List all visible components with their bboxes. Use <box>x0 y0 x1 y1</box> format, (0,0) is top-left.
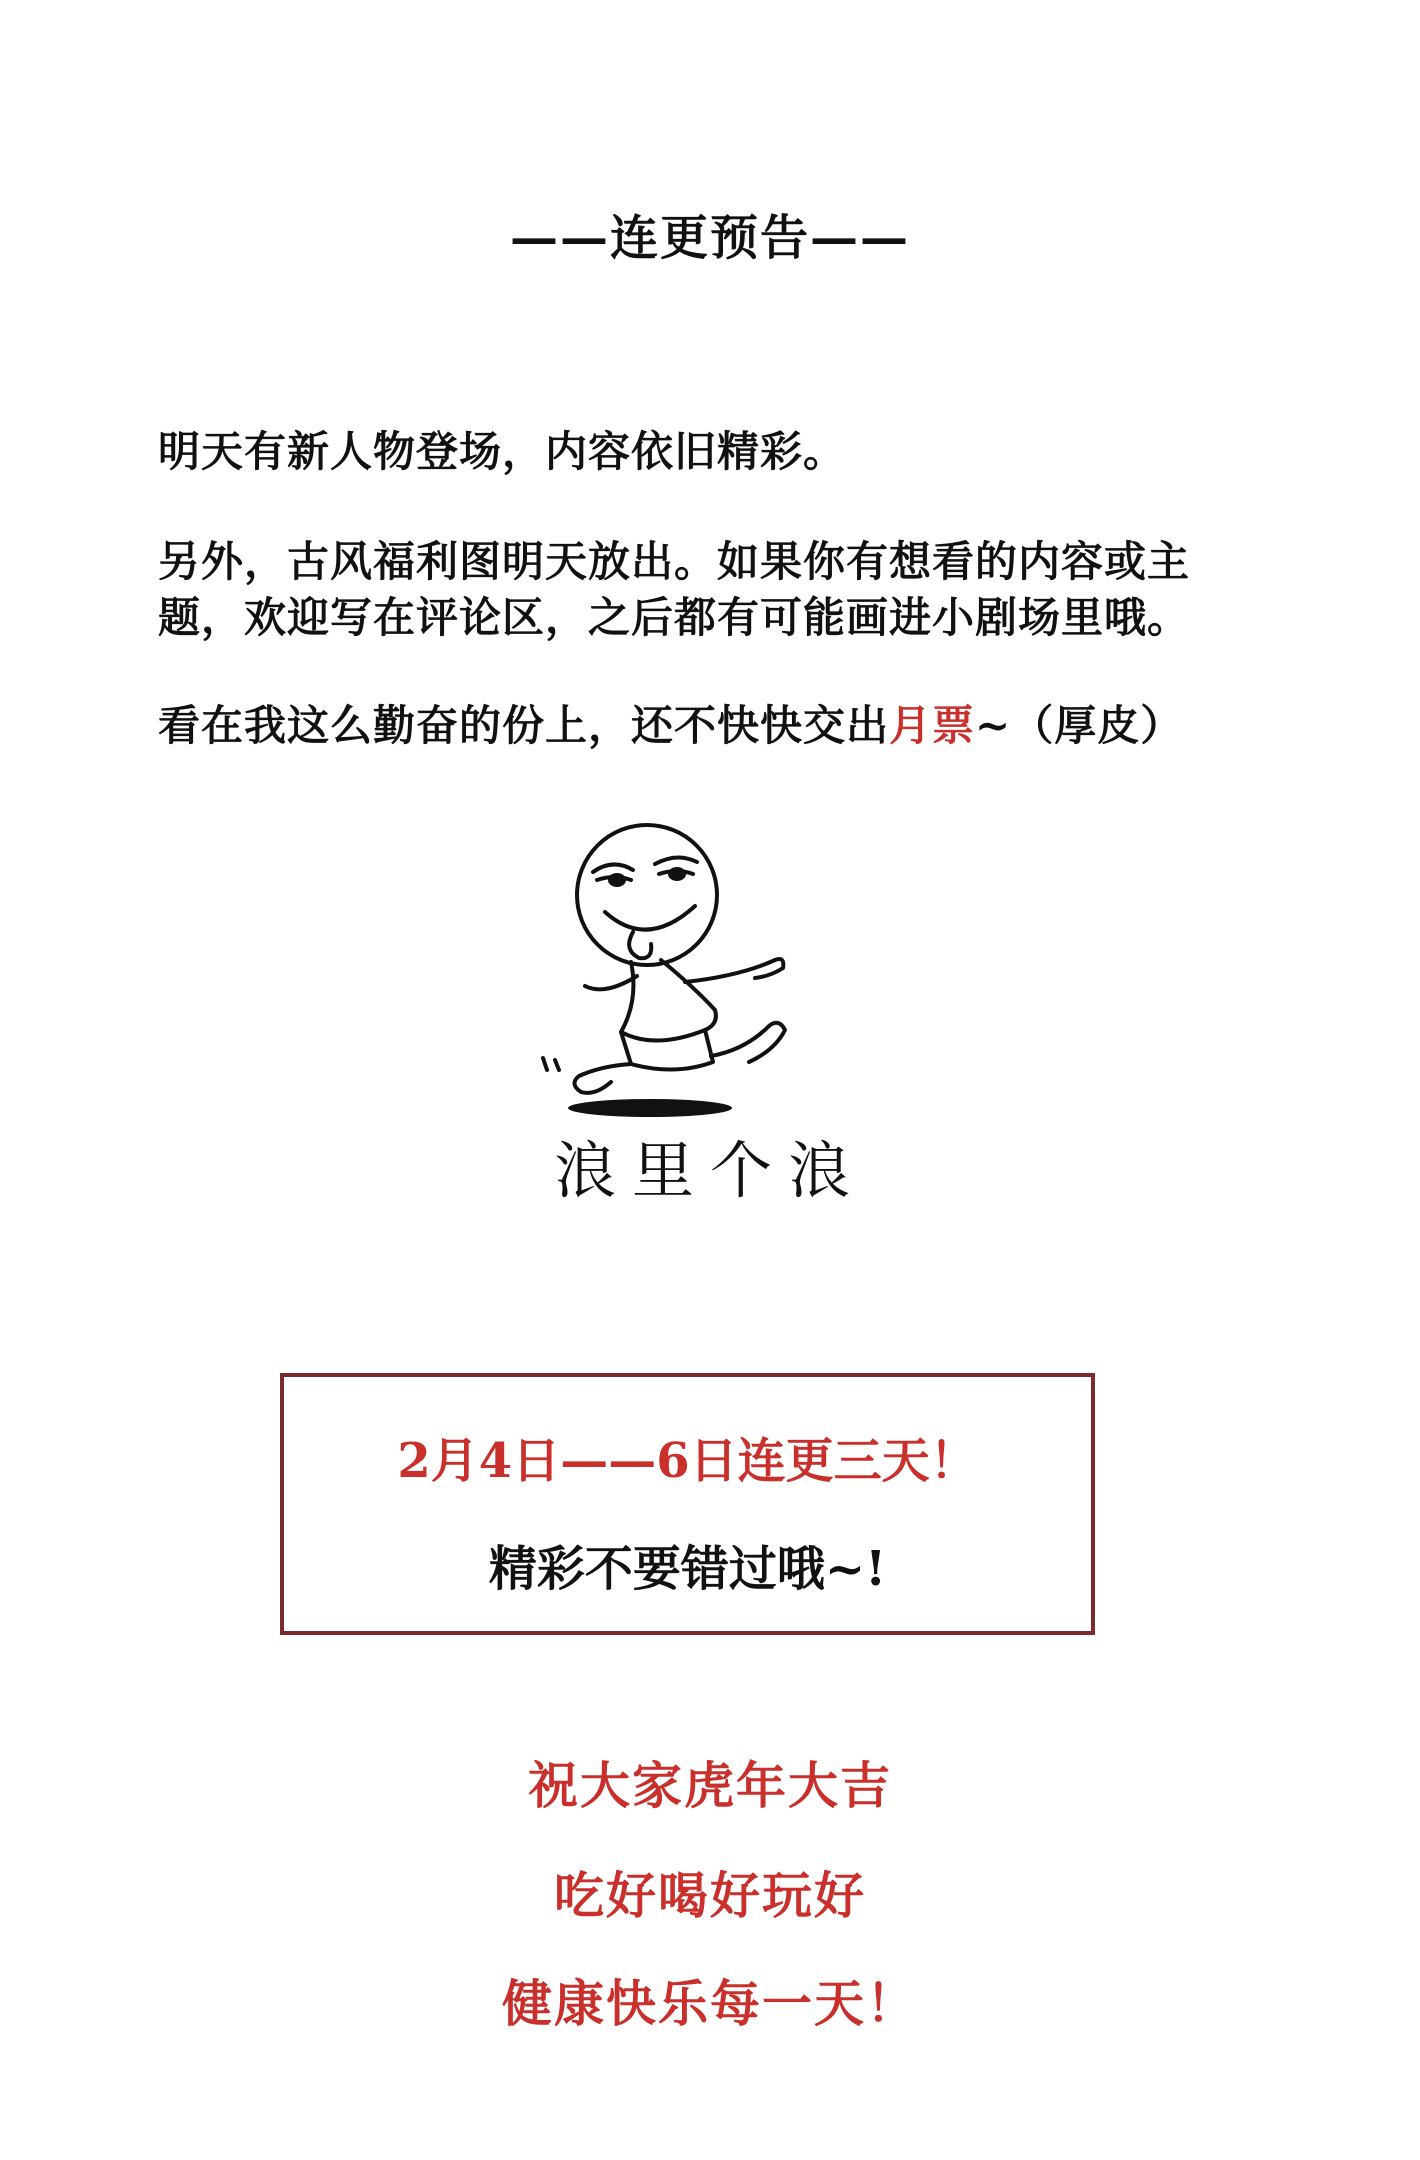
greeting-line-2: 吃好喝好玩好 <box>554 1866 866 1925</box>
update-schedule-dates: 2月4日——6日连更三天！ <box>397 1433 978 1489</box>
announcement-paragraph-2: 另外，古风福利图明天放出。如果你有想看的内容或主题，欢迎写在评论区，之后都有可能画进小剧场里哦。 <box>158 537 1191 642</box>
announcement-paragraph-3 <box>158 698 1268 754</box>
mascot-caption: 浪里个浪 <box>553 1134 866 1207</box>
monthly-ticket-highlight: 月票 <box>889 701 976 750</box>
paragraph-3-text: 看在我这么勤奋的份上，还不快快交出 <box>158 701 890 750</box>
announcement-paragraph-1: 明天有新人物登场，内容依旧精彩。 <box>158 427 847 476</box>
page-title: ——连更预告—— <box>509 210 910 266</box>
greeting-line-3: 健康快乐每一天！ <box>502 1974 918 2033</box>
update-schedule-reminder: 精彩不要错过哦~! <box>488 1541 887 1597</box>
update-schedule-notice <box>280 1373 1095 1635</box>
paragraph-3-suffix: ~（厚皮） <box>975 701 1184 750</box>
greeting-line-1: 祝大家虎年大吉 <box>528 1756 892 1815</box>
